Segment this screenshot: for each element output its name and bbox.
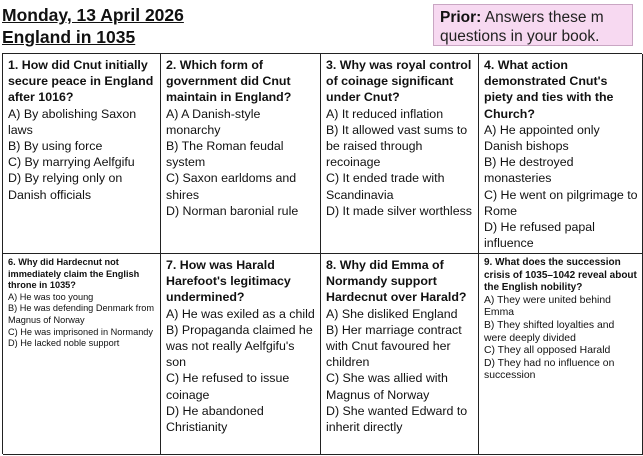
quiz-cell-1 — [3, 54, 161, 254]
prior-text: Answers these m — [481, 9, 604, 26]
answer-4a: A) He appointed only Danish bishops — [484, 122, 600, 154]
answer-1c: C) By marrying Aelfgifu — [8, 155, 135, 170]
answer-3d: D) It made silver worthless — [326, 203, 472, 218]
question-3: 3. Why was royal control of coinage significant under Cnut? — [326, 58, 472, 105]
lesson-date: Monday, 13 April 2026 — [2, 5, 184, 25]
title-block — [2, 4, 192, 48]
question-7: 7. How was Harald Harefoot's legitimacy undermined? — [166, 258, 291, 305]
quiz-grid — [2, 53, 642, 454]
answer-7d: D) He abandoned Christianity — [166, 403, 264, 435]
answer-6b: B) He was defending Denmark from Magnus of Norway — [8, 303, 155, 325]
answer-1a: A) By abolishing Saxon laws — [8, 106, 137, 137]
quiz-cell-7 — [161, 254, 321, 455]
answer-2b: B) The Roman feudal system — [166, 139, 284, 170]
question-6: 6. Why did Hardecnut not immediately claim the English throne in 1035? — [8, 257, 140, 291]
quiz-cell-4 — [479, 54, 643, 254]
answer-3c: C) It ended trade with Scandinavia — [326, 171, 445, 202]
answer-7c: C) He refused to issue coinage — [166, 371, 290, 402]
question-1: 1. How did Cnut initially secure peace in England after 1016? — [8, 58, 154, 105]
answer-7a: A) He was exiled as a child — [166, 306, 315, 321]
answer-3b: B) It allowed vast sums to be raised through recoinage — [326, 122, 468, 170]
answer-2a: A) A Danish-style monarchy — [166, 106, 261, 137]
question-2: 2. Which form of government did Cnut maintain in England? — [166, 58, 292, 105]
answer-8b: B) Her marriage contract with Cnut favoured her children — [326, 322, 462, 370]
question-8: 8. Why did Emma of Normandy support Hardecnut over Harald? — [326, 258, 467, 305]
answer-7b: B) Propaganda claimed he was not really Aelfgifu's son — [166, 322, 313, 370]
quiz-cell-3 — [321, 54, 479, 254]
prior-box — [433, 4, 633, 46]
lesson-topic: England in 1035 — [2, 27, 136, 47]
answer-2c: C) Saxon earldoms and shires — [166, 171, 297, 202]
answer-6c: C) He was imprisoned in Normandy — [8, 326, 154, 337]
answer-6a: A) He was too young — [8, 291, 94, 302]
answer-3a: A) It reduced inflation — [326, 106, 444, 121]
quiz-cell-8 — [321, 254, 479, 455]
question-4: 4. What action demonstrated Cnut's piety and ties with the Church? — [484, 58, 614, 121]
prior-label: Prior: — [440, 9, 482, 26]
answer-4d: D) He refused papal influence — [484, 220, 595, 251]
answer-8d: D) She wanted Edward to inherit directly — [326, 403, 468, 435]
quiz-cell-9 — [479, 254, 643, 455]
answer-9c: C) They all opposed Harald — [484, 345, 611, 357]
answer-9d: D) They had no influence on succession — [484, 357, 615, 382]
quiz-cell-6 — [3, 254, 161, 455]
quiz-cell-2 — [161, 54, 321, 254]
prior-text-line2: questions in your book. — [440, 28, 600, 45]
answer-8a: A) She disliked England — [326, 306, 458, 321]
answer-9a: A) They were united behind Emma — [484, 294, 611, 319]
answer-4c: C) He went on pilgrimage to Rome — [484, 187, 638, 218]
answer-1d: D) By relying only on Danish officials — [8, 171, 123, 202]
answer-9b: B) They shifted loyalties and were deeply divided — [484, 319, 615, 344]
answer-6d: D) He lacked noble support — [8, 338, 120, 349]
question-9: 9. What does the succession crisis of 1035–1042 reveal about the English nobility? — [484, 257, 637, 294]
answer-1b: B) By using force — [8, 139, 103, 154]
answer-2d: D) Norman baronial rule — [166, 203, 299, 218]
answer-8c: C) She was allied with Magnus of Norway — [326, 371, 448, 402]
answer-4b: B) He destroyed monasteries — [484, 155, 574, 186]
